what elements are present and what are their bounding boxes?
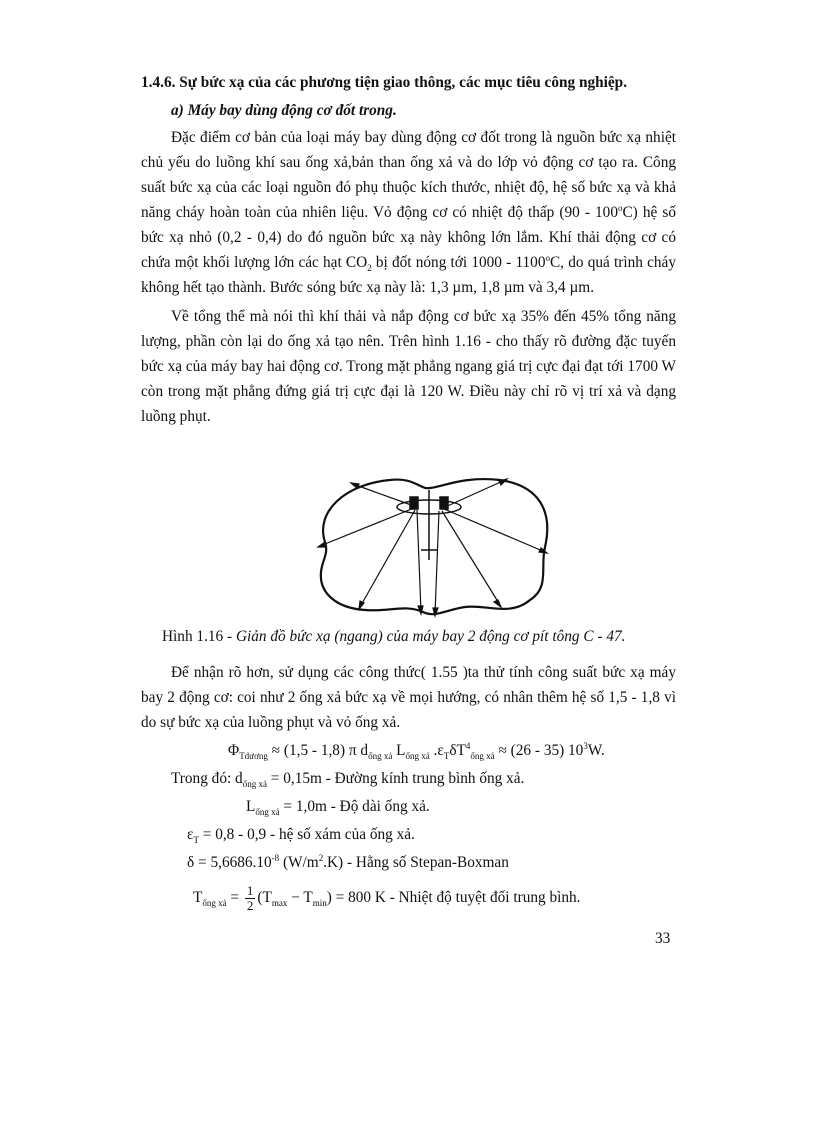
- figure-caption: Hình 1.16 - Giản đồ bức xạ (ngang) của máy bay 2 động cơ pít tông C - 47.: [162, 628, 626, 645]
- paragraph-1: Đặc điểm cơ bản của loại máy bay dùng động cơ đốt trong là nguồn bức xạ nhiệt chủ yếu do luồng khí sau ống xả,bản than ống xả và do lớp vỏ động cơ tạo ra. Công suất bức xạ của các loại nguồn đó phụ thuộc kích thước, nhiệt độ, hệ số bức xạ và khả năng cháy hoàn toàn của nhiên liệu. Vỏ động cơ có nhiệt độ thấp (90 - 100$^o$C) hệ số bức xạ nhỏ (0,2 - 0,4) do đó nguồn bức xạ này không lớn lắm. Khí thải động cơ có chứa một khối lượng lớn các hạt $CO_2$ bị đốt nóng tới 1000 - 1100$^o$C, do quá trình cháy không hết tạo thành. Bước sóng bức xạ này là: 1,3 µm, 1,8 µm và 3,4 µm.: [141, 129, 676, 296]
- where-emissivity: $\varepsilon_T = 0,8 - 0,9$ - hệ số xám của ống xả.: [187, 826, 415, 846]
- paragraph-3-block: [141, 660, 676, 735]
- fraction-one-half: $\frac{1}{2}$: [246, 883, 254, 913]
- where-stefan-boltzmann: $\delta = 5,6686.10^{-8}$ $(W/m^2.K)$ - Hằng số Stepan-Boxman: [187, 852, 509, 871]
- paragraph-2: Về tổng thể mà nói thì khí thải và nắp động cơ bức xạ 35% đến 45% tổng năng lượng, phần còn lại do ống xả tạo nên. Trên hình 1.16 - cho thấy rõ đường đặc tuyến bức xạ của máy bay hai động cơ. Trong mặt phẳng ngang giá trị cực đại đạt tới 1700 W còn trong mặt phẳng đứng giá trị cực đại là 120 W. Điều này chỉ rõ vị trí xả và dạng luồng phụt.: [141, 308, 676, 425]
- where-length: $L_{ống xả} = 1,0m$ - Độ dài ống xả.: [246, 798, 430, 818]
- page-body: [141, 62, 676, 429]
- main-equation: $\Phi_{Tdương} \approx (1,5 - 1,8)$ π $d_{ống xả}$ $L_{ống xả}$ $.\varepsilon_T\delta T^4_{ống xả} \approx (26 - 35)$ $10^3W$.: [228, 740, 605, 762]
- where-diameter: Trong đó: $d_{ống xả} = 0,15m$ - Đường kính trung bình ống xả.: [171, 770, 525, 790]
- paragraph-3: Để nhận rõ hơn, sử dụng các công thức( 1.55 )ta thử tính công suất bức xạ máy bay 2 động cơ: coi như 2 ống xả bức xạ về mọi hướng, có nhân thêm hệ số 1,5 - 1,8 vì do sự bức xạ của luồng phụt và vỏ ống xả.: [141, 664, 676, 731]
- radiation-diagram-figure: [305, 472, 555, 620]
- section-title: 1.4.6. Sự bức xạ của các phương tiện giao thông, các mục tiêu công nghiệp.: [141, 74, 628, 91]
- subsection-title: a) Máy bay dùng động cơ đốt trong.: [171, 102, 397, 119]
- where-temperature: $T_{ống xả}$ = $\frac{1}{2}$ $(T_{max} - T_{min}) = 800$ K - Nhiệt độ tuyệt đối trung bình.: [193, 883, 581, 913]
- page-number: 33: [655, 930, 671, 947]
